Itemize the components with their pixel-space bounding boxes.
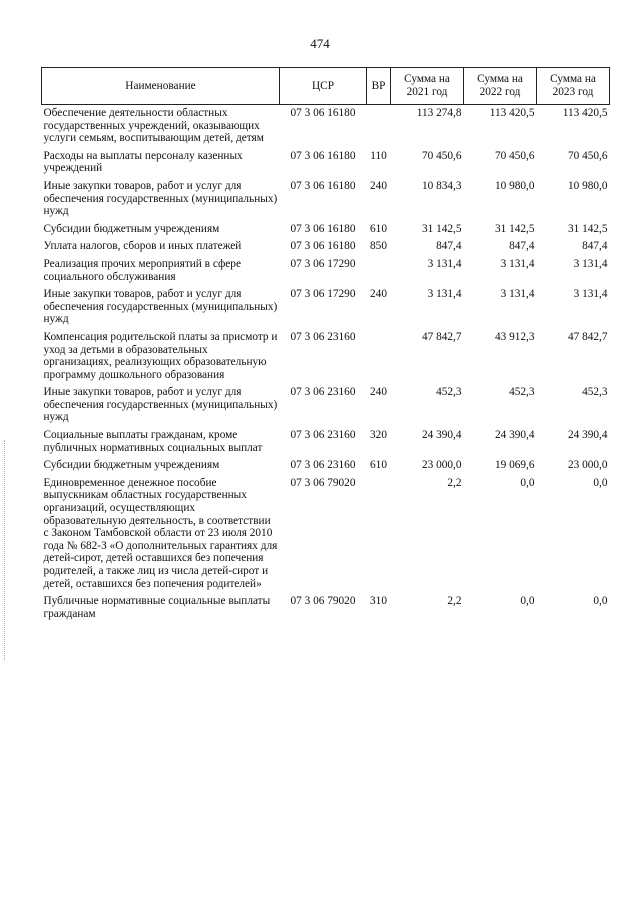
row-csr: 07 3 06 17290 [290, 257, 356, 270]
row-name: Иные закупки товаров, работ и услуг для обеспечения государственных (муниципальных) нужд [43, 386, 278, 424]
row-sum-2022: 113 420,5 [489, 107, 535, 119]
row-sum-2022: 70 450,6 [494, 149, 535, 162]
row-sum-2021: 31 142,5 [421, 222, 462, 235]
row-vr: 610 [370, 459, 387, 472]
header-csr: ЦСР [280, 68, 367, 105]
row-csr: 07 3 06 23160 [290, 386, 356, 399]
row-sum-2023: 0,0 [593, 476, 608, 489]
table-row [42, 177, 610, 220]
row-vr: 240 [370, 288, 387, 301]
row-csr: 07 3 06 16180 [290, 240, 356, 253]
table-row [42, 474, 610, 592]
row-sum-2023: 24 390,4 [567, 429, 608, 442]
table-row [42, 105, 610, 147]
row-sum-2023: 70 450,6 [567, 149, 608, 162]
row-sum-2021: 10 834,3 [421, 179, 462, 192]
row-name: Субсидии бюджетным учреждениям [43, 222, 220, 235]
page-number: 474 [310, 36, 330, 51]
header-sum-2023: Сумма на 2023 год [537, 68, 610, 105]
row-csr: 07 3 06 79020 [290, 476, 356, 489]
row-sum-2021: 47 842,7 [421, 330, 462, 343]
row-sum-2023: 847,4 [582, 240, 608, 253]
row-sum-2021: 24 390,4 [421, 429, 462, 442]
row-vr: 310 [370, 595, 387, 608]
row-sum-2021: 2,2 [447, 476, 462, 489]
row-vr: 110 [370, 149, 387, 162]
row-sum-2022: 3 131,4 [500, 288, 535, 301]
row-sum-2022: 24 390,4 [494, 429, 535, 442]
row-csr: 07 3 06 17290 [290, 288, 356, 301]
row-sum-2023: 3 131,4 [573, 257, 608, 270]
row-sum-2023: 3 131,4 [573, 288, 608, 301]
row-csr: 07 3 06 79020 [290, 595, 356, 608]
row-sum-2023: 452,3 [582, 386, 608, 399]
row-csr: 07 3 06 23160 [290, 429, 356, 442]
row-sum-2021: 3 131,4 [427, 257, 462, 270]
row-name: Иные закупки товаров, работ и услуг для обеспечения государственных (муниципальных) нужд [43, 288, 278, 326]
row-csr: 07 3 06 16180 [290, 222, 356, 235]
row-sum-2023: 10 980,0 [567, 179, 608, 192]
row-sum-2023: 23 000,0 [567, 459, 608, 472]
row-sum-2023: 0,0 [593, 595, 608, 608]
row-name: Субсидии бюджетным учреждениям [43, 459, 220, 472]
row-vr: 240 [370, 179, 387, 192]
header-sum-2021: Сумма на 2021 год [391, 68, 464, 105]
row-csr: 07 3 06 23160 [290, 459, 356, 472]
row-csr: 07 3 06 16180 [290, 107, 356, 119]
table-header-row [42, 68, 610, 105]
row-vr: 240 [370, 386, 387, 399]
table-row [42, 147, 610, 177]
row-sum-2021: 23 000,0 [421, 459, 462, 472]
table-row [42, 220, 610, 238]
row-sum-2022: 0,0 [520, 595, 535, 608]
row-csr: 07 3 06 16180 [290, 179, 356, 192]
row-name: Расходы на выплаты персоналу казенных учреждений [43, 149, 243, 175]
row-vr: 320 [370, 429, 387, 442]
table-row [42, 592, 610, 622]
row-sum-2021: 3 131,4 [427, 288, 462, 301]
table-row [42, 328, 610, 383]
table-row [42, 255, 610, 285]
row-vr [367, 328, 391, 383]
row-sum-2023: 31 142,5 [567, 222, 608, 235]
header-name: Наименование [42, 68, 280, 105]
table-row [42, 426, 610, 456]
row-name: Реализация прочих мероприятий в сфере социального обслуживания [43, 257, 241, 283]
row-sum-2022: 0,0 [520, 476, 535, 489]
row-sum-2022: 19 069,6 [494, 459, 535, 472]
row-sum-2021: 113 274,8 [416, 107, 462, 119]
row-sum-2022: 10 980,0 [494, 179, 535, 192]
table-row [42, 456, 610, 474]
row-sum-2023: 47 842,7 [567, 330, 608, 343]
row-name: Единовременное денежное пособие выпускникам областных государственных организаций, осуществляющих образовательную деятельность, в соответствии с Законом Тамбовской области от 23 июля 2010 года № 682-З «О дополнительных гарантиях для детей-сирот, детей оставшихся без попечения родителей, а также лиц из числа детей-сирот и детей, оставшихся без попечения родителей» [43, 476, 278, 590]
row-name: Уплата налогов, сборов и иных платежей [43, 240, 242, 253]
row-sum-2021: 452,3 [436, 386, 462, 399]
row-csr: 07 3 06 16180 [290, 149, 356, 162]
row-sum-2021: 847,4 [436, 240, 462, 253]
row-name: Обеспечение деятельности областных государственных учреждений, оказывающих услуги семьям, воспитывающим детей, детям [43, 107, 264, 145]
row-csr: 07 3 06 23160 [290, 330, 356, 343]
row-vr: 610 [370, 222, 387, 235]
row-vr [367, 105, 391, 147]
row-name: Социальные выплаты гражданам, кроме публичных нормативных социальных выплат [43, 429, 263, 454]
table-row [42, 383, 610, 426]
row-sum-2022: 31 142,5 [494, 222, 535, 235]
row-sum-2022: 847,4 [509, 240, 535, 253]
table-row [42, 285, 610, 328]
row-sum-2021: 2,2 [447, 595, 462, 608]
row-sum-2022: 452,3 [509, 386, 535, 399]
table-row [42, 237, 610, 255]
row-name: Иные закупки товаров, работ и услуг для обеспечения государственных (муниципальных) нужд [43, 179, 278, 218]
header-sum-2022: Сумма на 2022 год [464, 68, 537, 105]
header-vr: ВР [367, 68, 391, 105]
row-vr [367, 255, 391, 285]
budget-table [41, 67, 610, 622]
row-sum-2021: 70 450,6 [421, 149, 462, 162]
row-name: Компенсация родительской платы за присмотр и уход за детьми в образовательных организациях, реализующих образовательную программу дошкольного образования [43, 330, 278, 381]
row-name: Публичные нормативные социальные выплаты гражданам [43, 595, 271, 620]
row-sum-2022: 43 912,3 [494, 330, 535, 343]
row-sum-2023: 113 420,5 [562, 107, 608, 119]
row-vr [367, 474, 391, 592]
row-sum-2022: 3 131,4 [500, 257, 535, 270]
scan-edge-mark [4, 440, 7, 660]
row-vr: 850 [370, 240, 387, 253]
